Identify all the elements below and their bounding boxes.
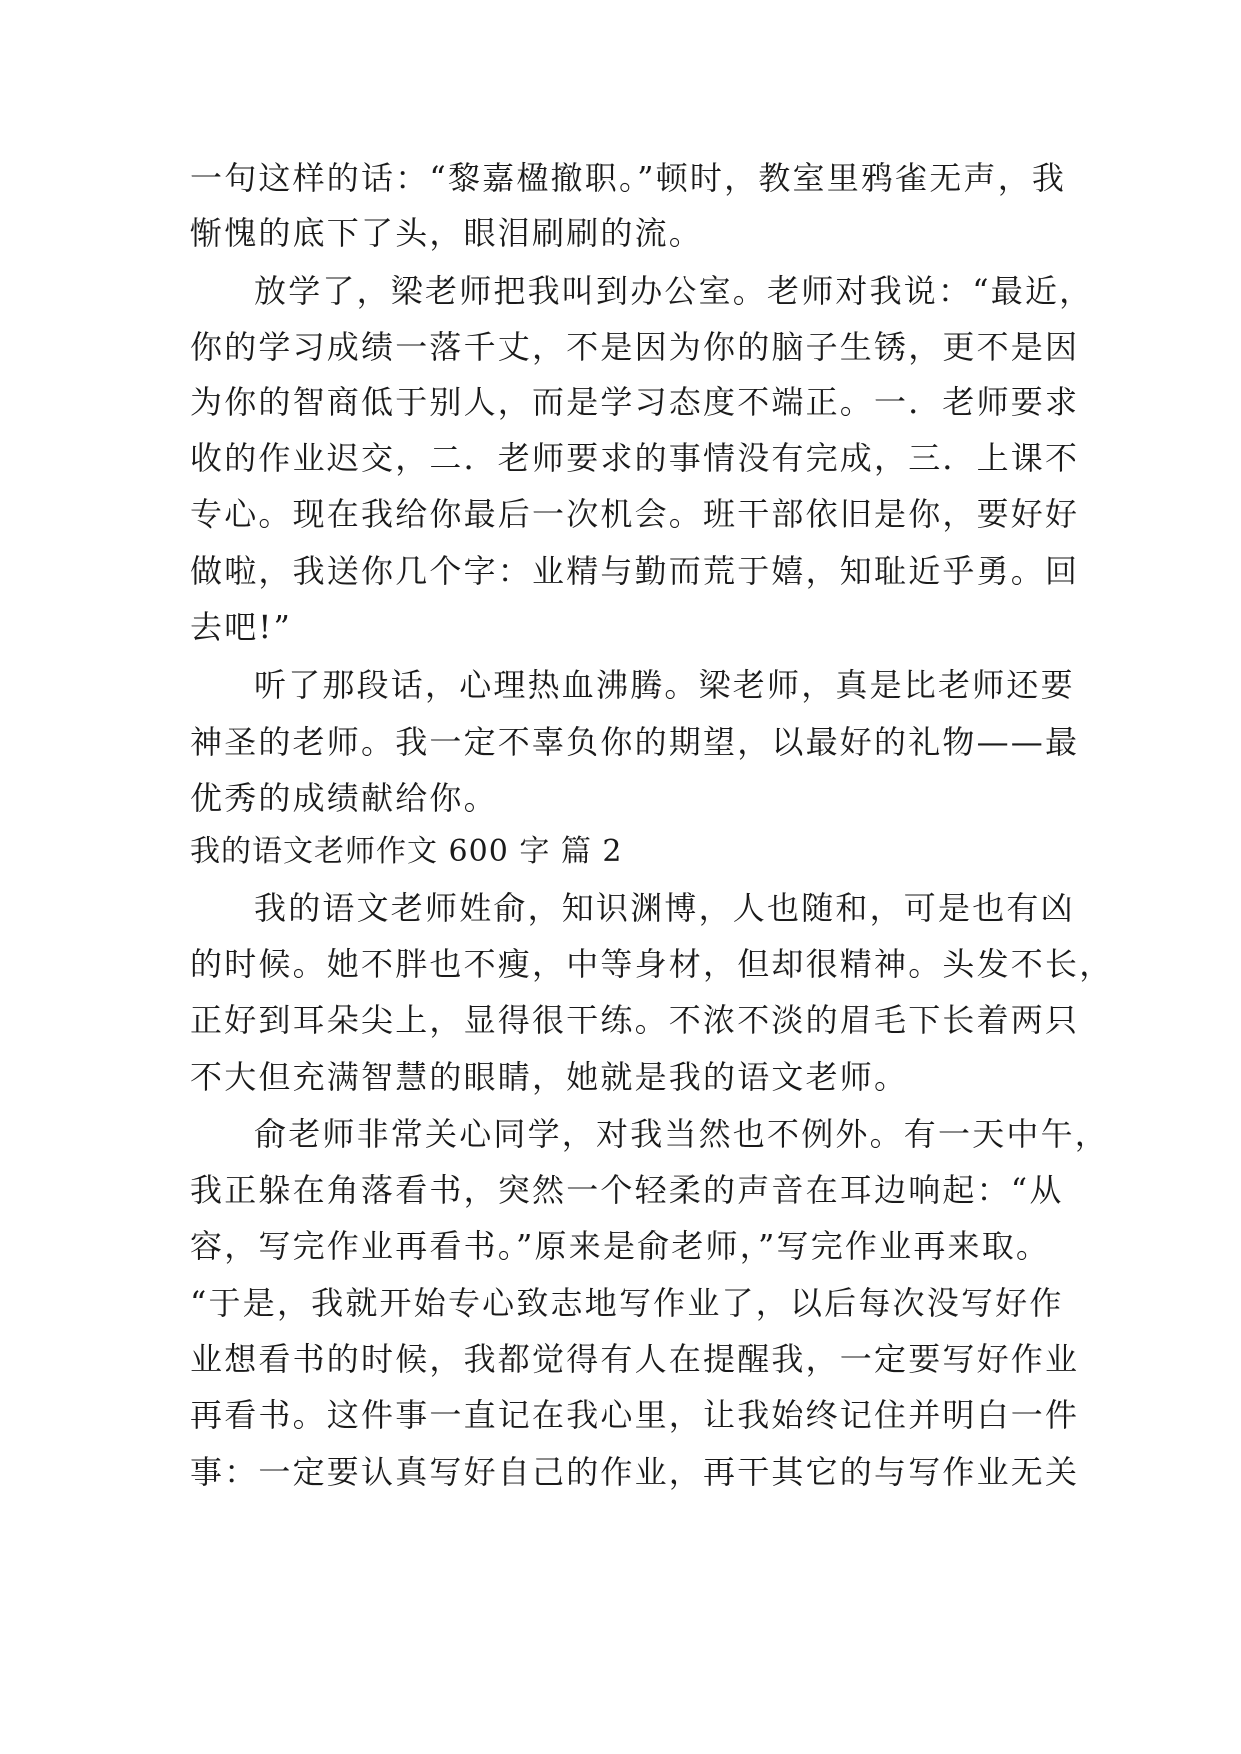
- paragraph-line: 再看书。这件事一直记在我心里，让我始终记住并明白一件: [190, 1396, 1080, 1434]
- paragraph-line: 听了那段话，心理热血沸腾。梁老师，真是比老师还要: [254, 666, 1075, 704]
- paragraph-line: 我的语文老师姓俞，知识渊博，人也随和，可是也有凶: [254, 889, 1075, 927]
- paragraph-line: 我正躲在角落看书，突然一个轻柔的声音在耳边响起：“从: [190, 1171, 1064, 1209]
- section-heading: 我的语文老师作文 600 字 篇 2: [190, 834, 623, 869]
- paragraph-line: 事：一定要认真写好自己的作业，再干其它的与写作业无关: [190, 1453, 1080, 1491]
- paragraph-line: 不大但充满智慧的眼睛，她就是我的语文老师。: [190, 1058, 909, 1096]
- paragraph-line: 的时候。她不胖也不瘦，中等身材，但却很精神。头发不长，: [190, 945, 1114, 983]
- paragraph-line: 俞老师非常关心同学，对我当然也不例外。有一天中午，: [254, 1115, 1110, 1153]
- paragraph-line: “于是，我就开始专心致志地写作业了，以后每次没写好作: [190, 1284, 1064, 1322]
- paragraph-line: 正好到耳朵尖上，显得很干练。不浓不淡的眉毛下长着两只: [190, 1001, 1080, 1039]
- paragraph-line: 惭愧的底下了头，眼泪刷刷的流。: [190, 214, 704, 252]
- paragraph-line: 去吧!”: [190, 608, 293, 646]
- paragraph-line: 神圣的老师。我一定不辜负你的期望，以最好的礼物——最: [190, 723, 1080, 761]
- paragraph-line: 优秀的成绩献给你。: [190, 779, 498, 817]
- paragraph-line: 容，写完作业再看书。”原来是俞老师，”写完作业再来取。: [190, 1227, 1051, 1265]
- paragraph-line: 一句这样的话：“黎嘉楹撤职。”顿时，教室里鸦雀无声，我: [190, 159, 1067, 197]
- paragraph-line: 专心。现在我给你最后一次机会。班干部依旧是你，要好好: [190, 495, 1080, 533]
- paragraph-line: 你的学习成绩一落千丈，不是因为你的脑子生锈，更不是因: [190, 328, 1080, 366]
- paragraph-line: 为你的智商低于别人，而是学习态度不端正。一．老师要求: [190, 383, 1080, 421]
- paragraph-line: 收的作业迟交，二．老师要求的事情没有完成，三．上课不: [190, 439, 1080, 477]
- paragraph-line: 放学了，梁老师把我叫到办公室。老师对我说：“最近，: [254, 272, 1094, 310]
- paragraph-line: 业想看书的时候，我都觉得有人在提醒我，一定要写好作业: [190, 1340, 1080, 1378]
- paragraph-line: 做啦，我送你几个字：业精与勤而荒于嬉，知耻近乎勇。回: [190, 552, 1080, 590]
